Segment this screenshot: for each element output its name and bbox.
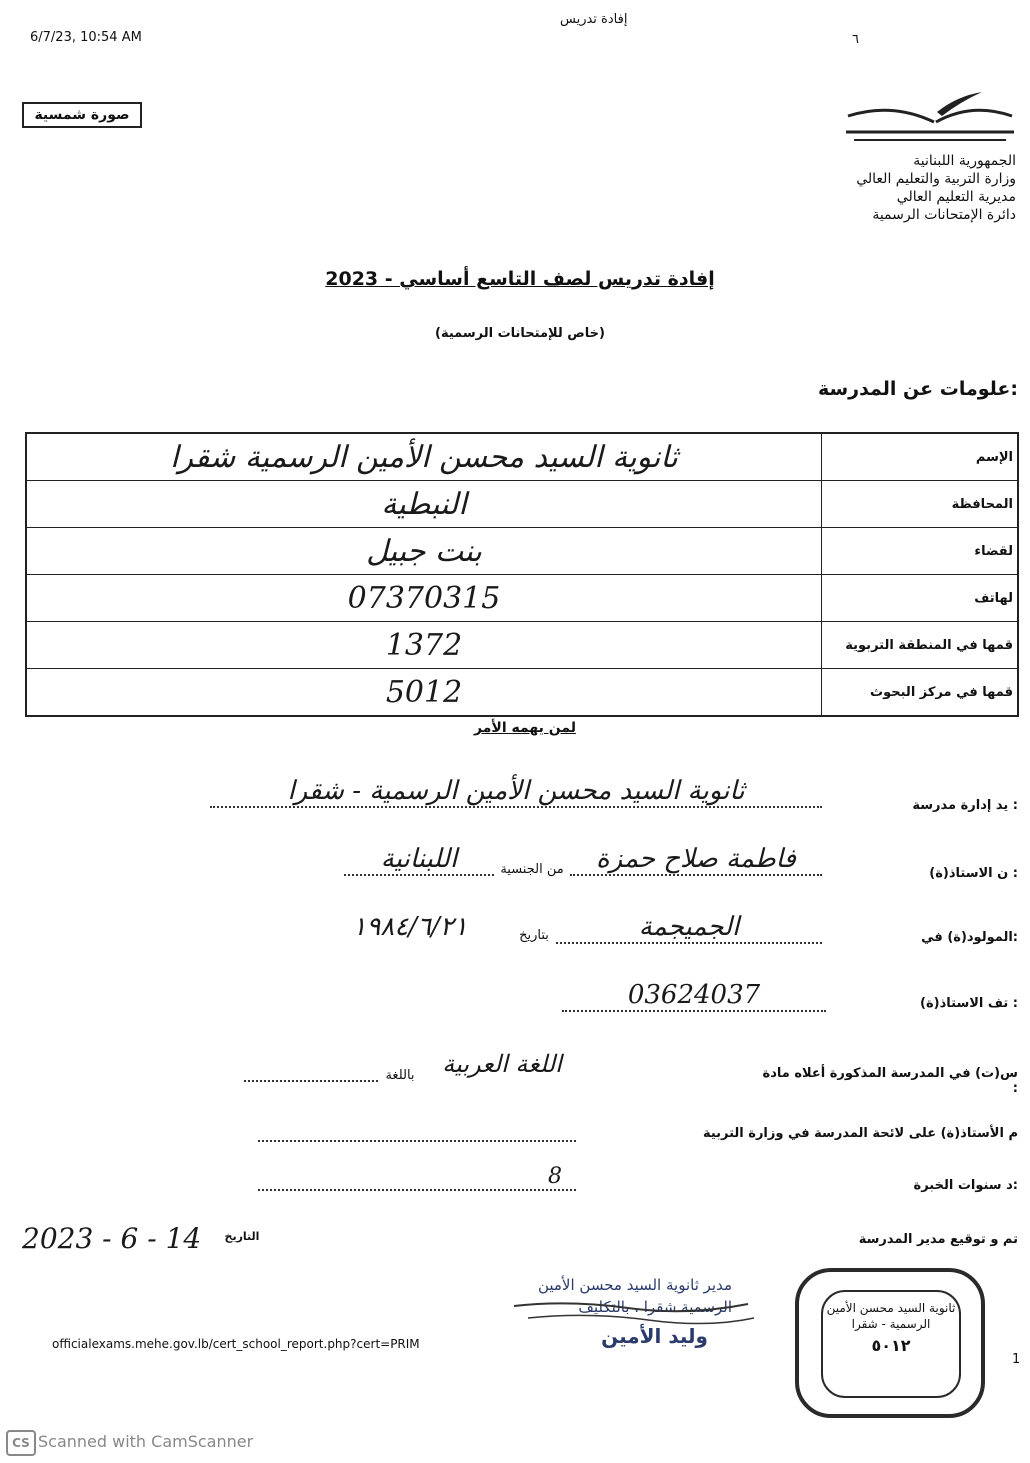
signature-date-label: التاريخ	[224, 1230, 260, 1243]
teacher-phone-value: 03624037	[562, 980, 826, 1012]
ministry-line: مديرية التعليم العالي	[896, 189, 1016, 205]
school-name-label: الإسم	[822, 433, 1019, 481]
director-signature-label: تم و توقيع مدير المدرسة	[858, 1232, 1018, 1247]
teacher-name-value: فاطمة صلاح حمزة	[570, 844, 822, 876]
table-row	[26, 622, 1018, 669]
director-title-line2: الرسمية شقرا . بالتكليف	[578, 1298, 732, 1316]
table-row	[26, 669, 1018, 717]
print-page-title: إفادة تدريس	[560, 12, 628, 27]
language-value	[244, 1064, 378, 1082]
research-center-number-value: 5012	[26, 669, 822, 717]
section-heading: علومات عن المدرسة:	[817, 378, 1018, 400]
nationality-label: من الجنسية	[500, 862, 564, 877]
language-label: باللغة	[385, 1068, 415, 1083]
signature-date-value: 2023 - 6 - 14	[22, 1222, 202, 1255]
school-admin-value: ثانوية السيد محسن الأمين الرسمية - شقرا	[210, 776, 822, 808]
phone-label: لهاتف	[822, 575, 1019, 622]
ministry-header	[820, 152, 1016, 224]
school-info-table	[25, 432, 1019, 717]
director-name: وليد الأمين	[601, 1324, 708, 1348]
footer-page-number: 1	[1012, 1352, 1021, 1367]
birthplace-value: الجميجمة	[556, 912, 822, 944]
table-row	[26, 481, 1018, 528]
ministry-line: وزارة التربية والتعليم العالي	[856, 171, 1016, 187]
school-admin-label: يد إدارة مدرسة :	[912, 798, 1018, 813]
to-whom-heading: لمن يهمه الأمر	[474, 720, 576, 736]
stamp-line1: ثانوية السيد محسن الأمين	[826, 1301, 956, 1315]
camscanner-logo-icon: CS	[6, 1430, 36, 1456]
governorate-label: المحافظة	[822, 481, 1019, 528]
edu-zone-number-value: 1372	[26, 622, 822, 669]
director-title-line1: مدير ثانوية السيد محسن الأمين	[537, 1276, 732, 1294]
birthdate-label: بتاريخ	[519, 928, 549, 943]
teacher-label: ن الاستاذ(ة) :	[929, 866, 1018, 881]
teacher-phone-label: تف الاستاذ(ة) :	[920, 996, 1018, 1011]
experience-value: 8	[258, 1164, 576, 1191]
stamp-number: ٥٠١٢	[871, 1336, 911, 1355]
table-row	[26, 433, 1018, 481]
ministry-logo-icon	[842, 88, 1018, 144]
nationality-value: اللبنانية	[344, 844, 494, 876]
table-row	[26, 575, 1018, 622]
born-label: المولود(ة) في:	[921, 930, 1018, 945]
print-page-marker: ٦	[852, 32, 859, 47]
stamp-inner	[821, 1290, 961, 1398]
document-subtitle: (خاص للإمتحانات الرسمية)	[435, 326, 605, 341]
print-timestamp: 6/7/23, 10:54 AM	[30, 30, 142, 45]
document-title: إفادة تدريس لصف التاسع أساسي - 2023	[325, 268, 715, 290]
ministry-line: دائرة الإمتحانات الرسمية	[872, 207, 1016, 223]
subject-label: س(ت) في المدرسة المذكورة أعلاه مادة :	[762, 1066, 1018, 1096]
district-label: لقضاء	[822, 528, 1019, 575]
stamp-line2: الرسمية - شقرا	[851, 1317, 931, 1331]
governorate-value: النبطية	[26, 481, 822, 528]
district-value: بنت جبيل	[26, 528, 822, 575]
director-signature-scribble	[508, 1296, 758, 1336]
research-center-number-label: قمها في مركز البحوث	[822, 669, 1019, 717]
registry-value	[258, 1124, 576, 1142]
edu-zone-number-label: قمها في المنطقة التربوية	[822, 622, 1019, 669]
camscanner-watermark: Scanned with CamScanner	[38, 1432, 254, 1451]
table-row	[26, 528, 1018, 575]
registry-label: م الأستاذ(ة) على لائحة المدرسة في وزارة التربية	[702, 1126, 1018, 1141]
school-name-value: ثانوية السيد محسن الأمين الرسمية شقرا	[26, 433, 822, 481]
ministry-line: الجمهورية اللبنانية	[913, 153, 1016, 169]
birthdate-value: ١٩٨٤/٦/٢١	[352, 912, 468, 942]
photo-box: صورة شمسية	[22, 102, 142, 128]
phone-value: 07370315	[26, 575, 822, 622]
official-stamp	[795, 1268, 985, 1418]
experience-label: د سنوات الخبرة:	[913, 1178, 1018, 1193]
footer-url: officialexams.mehe.gov.lb/cert_school_report.php?cert=PRIM	[52, 1337, 420, 1351]
subject-value: اللغة العربية	[442, 1050, 562, 1078]
